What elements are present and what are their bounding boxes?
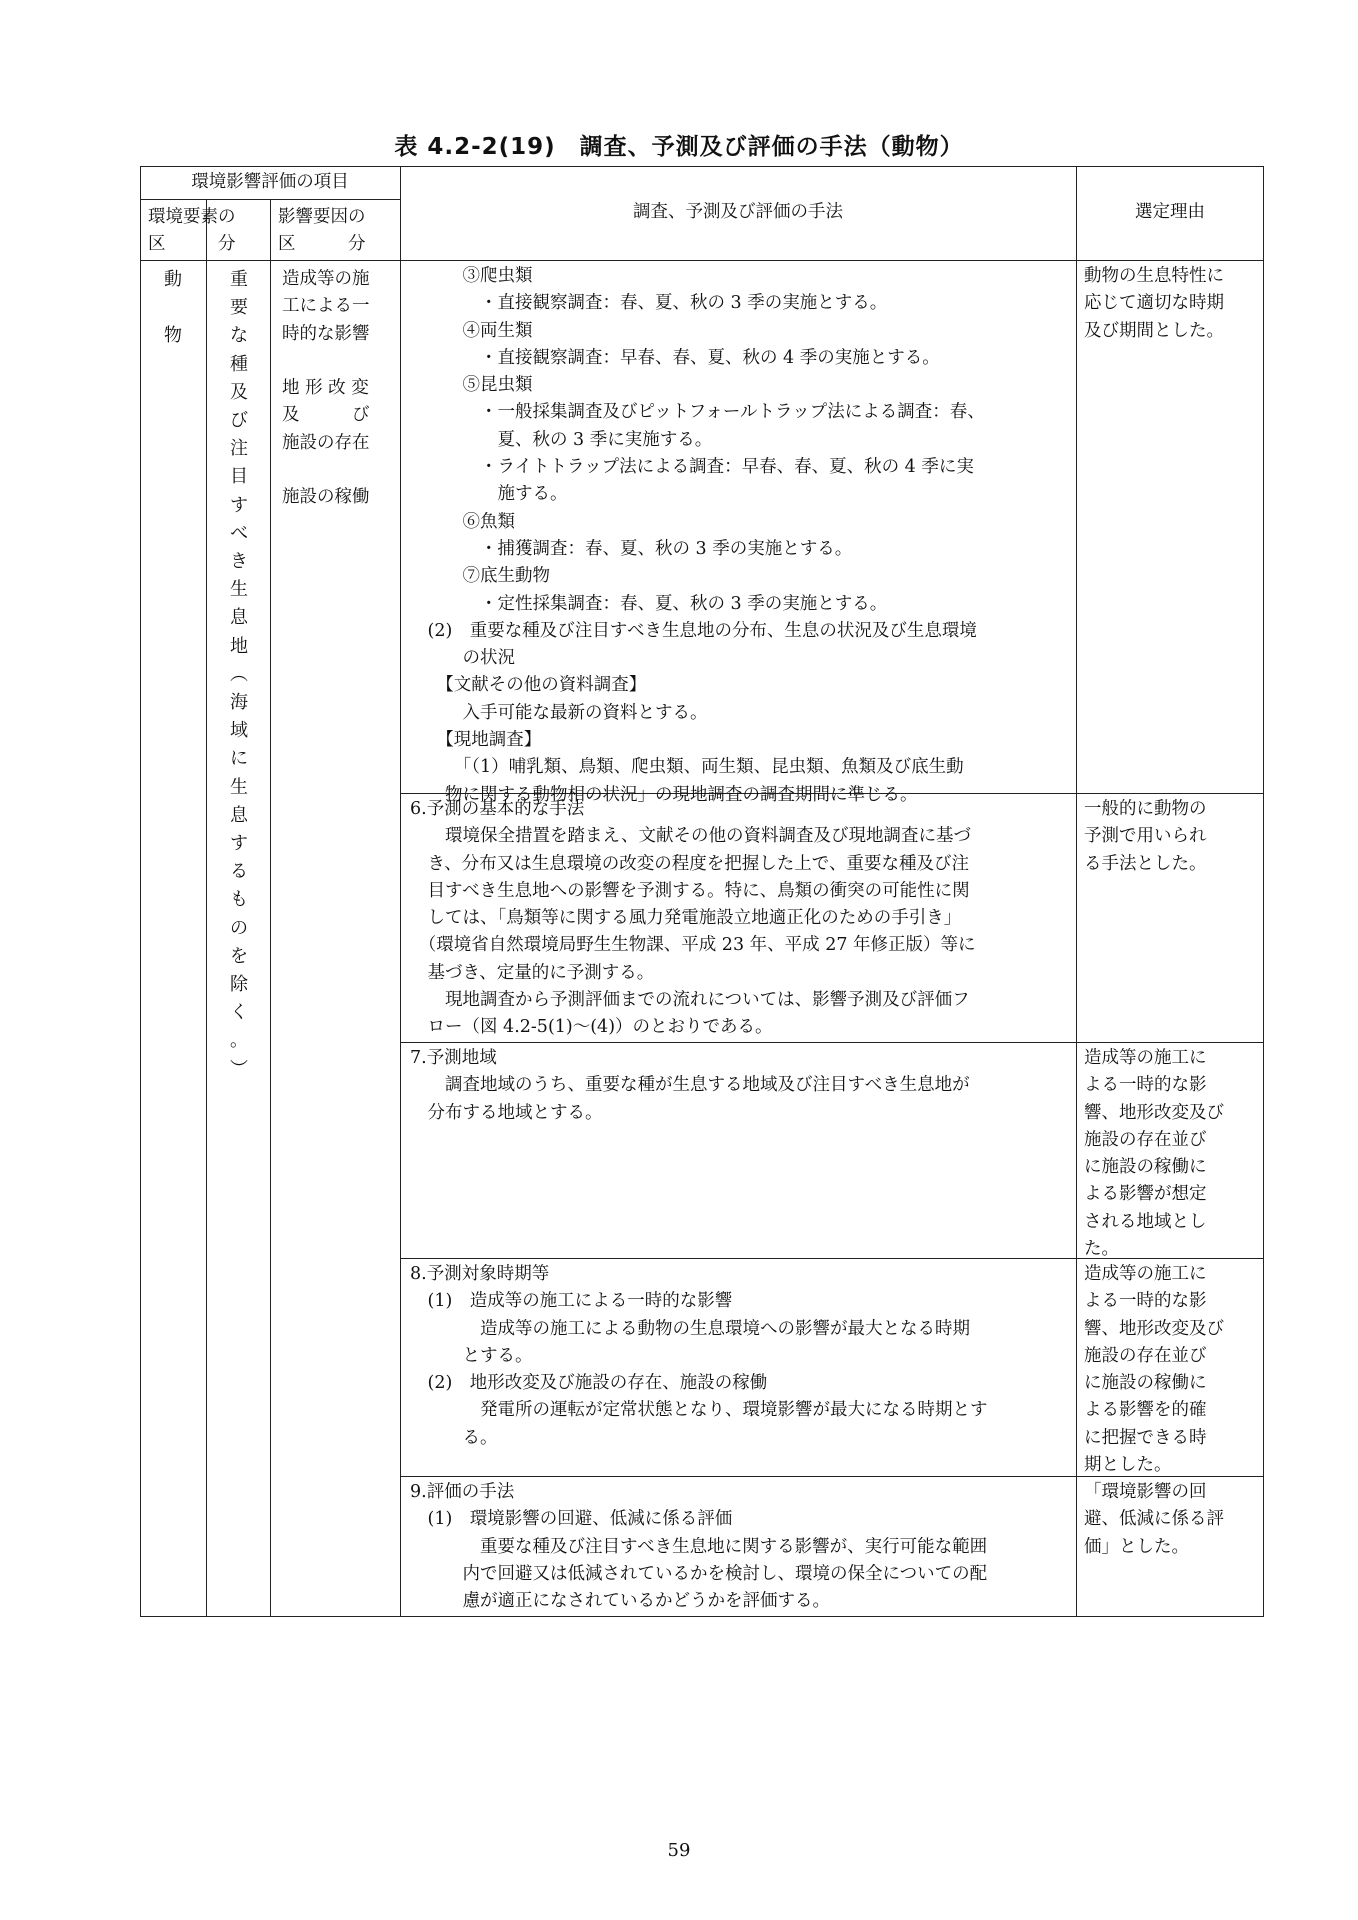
method-row-1: ③爬虫類 ・直接観察調査：春、夏、秋の 3 季の実施とする。 ④両生類 ・直接観察調査：早春、春、夏、秋の 4 季の実施とする。 ⑤昆虫類 ・一般採集調査及びピットフォールトラップ法による調査：春、 夏、秋の 3 季に実施する。 ・ライトトラップ法による調査：早春、春、夏、秋の 4 季に実 施する。 ⑥魚類 ・捕獲調査：春、夏、秋の 3 季の実施とする。 ⑦底生動物 ・定性採集調査：春、夏、秋の 3 季の実施とする。 (2) 重要な種及び注目すべき生息地の分布、生息の状況及び生息環境 の状況 【文献その他の資料調査】 入手可能な最新の資料とする。 【現地調査】 「（1）哺乳類、鳥類、爬虫類、両生類、昆虫類、魚類及び底生動 物に関する動物相の状況」の現地調査の調査期間に準じる。 xyxy=(427,266,985,805)
reason-row-2: 一般的に動物の 予測で用いられ る手法とした。 xyxy=(1084,799,1207,874)
header-factor: 影響要因の 区 分 xyxy=(278,207,366,255)
method-table xyxy=(140,166,1264,1616)
header-method: 調査、予測及び評価の手法 xyxy=(633,202,843,222)
header-item-group: 環境影響評価の項目 xyxy=(191,172,349,192)
reason-row-4: 造成等の施工に よる一時的な影 響、地形改変及び 施設の存在並び に施設の稼働に よる影響を的確 に把握できる時 期とした。 xyxy=(1084,1264,1224,1476)
table-title: 表 4.2-2(19) 調査、予測及び評価の手法（動物） xyxy=(394,134,964,160)
method-row-2: 6.予測の基本的な手法 環境保全措置を踏まえ、文献その他の資料調査及び現地調査に基づ き、分布又は生息環境の改変の程度を把握した上で、重要な種及び注 目すべき生息地への影響を予測する。特に、鳥類の衝突の可能性に関 しては、「鳥類等に関する風力発電施設立地適正化のための手引き」 （環境省自然環境局野生生物課、平成 23 年、平成 27 年修正版）等に 基づき、定量的に予測する。 現地調査から予測評価までの流れについては、影響予測及び評価フ ロー（図 4.2-5(1)～(4)）のとおりである。 xyxy=(410,799,976,1038)
reason-row-3: 造成等の施工に よる一時的な影 響、地形改変及び 施設の存在並び に施設の稼働に よる影響が想定 される地域とし た。 xyxy=(1084,1048,1224,1260)
method-row-4: 8.予測対象時期等 (1) 造成等の施工による一時的な影響 造成等の施工による動物の生息環境への影響が最大となる時期 とする。 (2) 地形改変及び施設の存在、施設の稼働 発電所の運転が定常状態となり、環境影響が最大になる時期とす る。 xyxy=(410,1264,988,1448)
element-category: 動 物 xyxy=(164,269,182,347)
impact-factors: 造成等の施 工による一 時的な影響 地 形 改 変 及 び 施設の存在 施設の稼働 xyxy=(282,269,370,508)
reason-row-5: 「環境影響の回 避、低減に係る評 価」とした。 xyxy=(1084,1482,1224,1557)
page-number: 59 xyxy=(667,1840,691,1861)
method-row-5: 9.評価の手法 (1) 環境影響の回避、低減に係る評価 重要な種及び注目すべき生息地に関する影響が、実行可能な範囲 内で回避又は低減されているかを検討し、環境の保全についての配 慮が適正になされているかどうかを評価する。 xyxy=(410,1482,988,1612)
header-reason: 選定理由 xyxy=(1135,202,1205,222)
header-element: 環境要素の 区 分 xyxy=(148,207,236,255)
reason-row-1: 動物の生息特性に 応じて適切な時期 及び期間とした。 xyxy=(1084,266,1224,341)
element-subcategory: 重 要 な 種 及 び 注 目 す べ き 生 息 地 ︵ 海 域 に 生 息 す る も の を 除 く 。 ︶ xyxy=(230,269,248,1080)
method-row-3: 7.予測地域 調査地域のうち、重要な種が生息する地域及び注目すべき生息地が 分布する地域とする。 xyxy=(410,1048,970,1123)
